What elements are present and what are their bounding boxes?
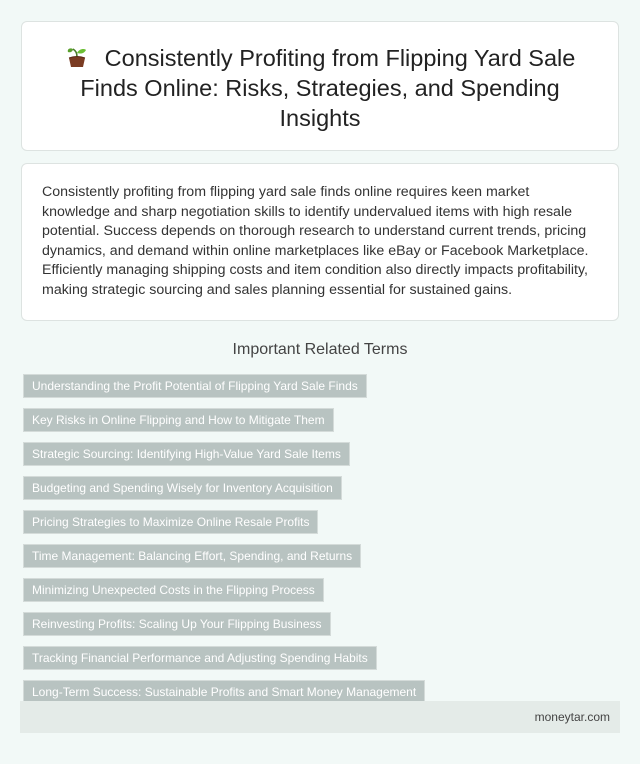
title-card (21, 21, 619, 151)
page-title (22, 22, 618, 133)
related-term-tag[interactable]: Minimizing Unexpected Costs in the Flipping Process (23, 578, 324, 602)
related-term-tag[interactable]: Reinvesting Profits: Scaling Up Your Flipping Business (23, 612, 331, 636)
related-term-tag[interactable]: Long-Term Success: Sustainable Profits and Smart Money Management (23, 680, 425, 704)
related-terms-list (23, 374, 623, 714)
summary-card (21, 163, 619, 321)
related-terms-heading: Important Related Terms (232, 341, 408, 358)
sprout-icon (65, 44, 89, 68)
related-term-tag[interactable]: Time Management: Balancing Effort, Spending, and Returns (23, 544, 361, 568)
related-term-tag[interactable]: Pricing Strategies to Maximize Online Resale Profits (23, 510, 318, 534)
related-term-tag[interactable]: Key Risks in Online Flipping and How to Mitigate Them (23, 408, 334, 432)
related-term-tag[interactable]: Strategic Sourcing: Identifying High-Value Yard Sale Items (23, 442, 350, 466)
footer-site-link[interactable]: moneytar.com (534, 710, 610, 724)
page-title-text: Consistently Profiting from Flipping Yard Sale Finds Online: Risks, Strategies, and Spending Insights (80, 45, 576, 131)
related-term-tag[interactable]: Understanding the Profit Potential of Flipping Yard Sale Finds (23, 374, 367, 398)
summary-text: Consistently profiting from flipping yard sale finds online requires keen market knowledge and sharp negotiation skills to identify undervalued items with high resale potential. Success depends on thorough research to understand current trends, pricing dynamics, and demand within online marketplaces like eBay or Facebook Marketplace. Efficiently managing shipping costs and item condition also directly impacts profitability, making strategic sourcing and sales planning essential for sustained gains. (42, 184, 589, 298)
footer (20, 701, 620, 733)
related-term-tag[interactable]: Tracking Financial Performance and Adjusting Spending Habits (23, 646, 377, 670)
related-term-tag[interactable]: Budgeting and Spending Wisely for Inventory Acquisition (23, 476, 342, 500)
